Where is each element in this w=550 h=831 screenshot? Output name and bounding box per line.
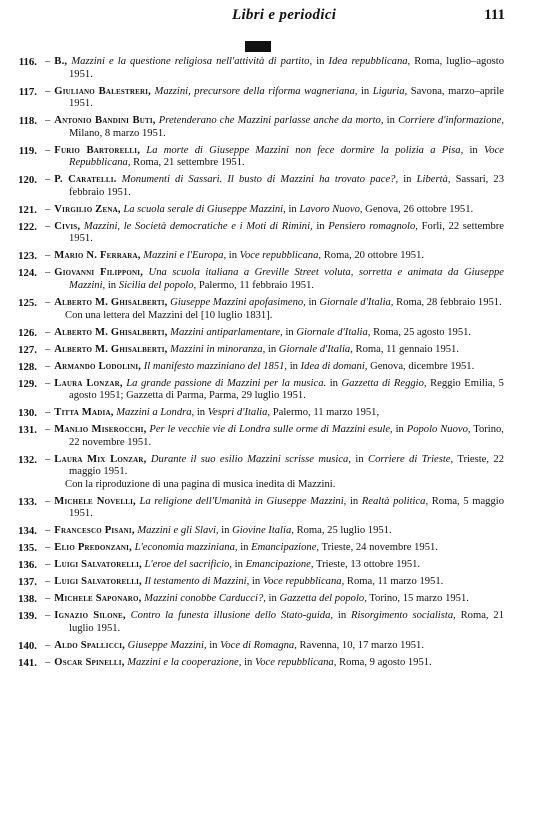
bibliography-entry [0,221,550,246]
entry-dash: – [45,115,51,127]
entry-details: Trieste, 24 novembre 1951. [321,542,438,554]
bibliography-entry [0,145,550,170]
entry-preposition: in [251,576,261,588]
entry-details: Roma, 11 gennaio 1951. [355,343,460,355]
entry-author: Luigi Salvatorelli, [54,576,142,588]
entry-title: Il testamento di Mazzini, [144,576,250,588]
entry-note: Con la riproduzione di una pagina di musica inedita di Mazzini. [65,478,336,490]
entry-number: 139. [18,610,37,623]
entry-preposition: in [268,593,277,605]
entry-preposition: in [329,377,338,389]
entry-dash: – [45,360,51,372]
entry-preposition: in [209,639,218,651]
entry-details: Roma, 5 maggio 1951. [69,495,504,520]
entry-dash: – [45,85,51,97]
page-header [0,7,550,29]
entry-author: Ignazio Silone, [54,610,126,622]
entry-periodical: Giovine Italia, [232,525,294,537]
bibliography-list [0,56,550,674]
entry-title: Mazzini conobbe Carducci?, [144,593,266,605]
entry-preposition: in [308,297,317,309]
entry-author: B., [54,56,68,67]
entry-periodical: Voce repubblicana, [254,656,337,668]
entry-dash: – [45,326,51,338]
bibliography-entry [0,424,550,449]
entry-details: Forlì, 22 settembre 1951. [69,220,504,245]
entry-title: Il manifesto mazziniano del 1851, [143,360,288,372]
entry-dash: – [45,203,51,215]
entry-author: Antonio Bandini Buti, [54,115,156,127]
entry-periodical: Pensiero romagnolo, [328,220,418,232]
entry-number: 126. [18,326,37,339]
entry-periodical: Gazzetta del popolo, [279,593,367,605]
entry-periodical: Idea di domani, [300,360,368,372]
entry-title: Durante il suo esilio Mazzini scrisse musica, [150,453,351,465]
bibliography-entry [0,250,550,263]
entry-dash: – [45,542,51,554]
entry-preposition: in [221,525,230,537]
entry-periodical: Sicilia del popolo, [118,280,197,292]
entry-title: Mazzini e la cooperazione, [127,656,242,668]
entry-number: 131. [18,424,37,437]
entry-dash: – [45,656,51,668]
entry-number: 133. [18,495,37,508]
entry-number: 120. [18,174,37,187]
entry-periodical: Lavoro Nuovo, [299,203,363,215]
entry-title: Una scuola italiana a Greville Street voluta, sorretta e animata da Giuseppe Mazzini, [69,267,504,292]
bibliography-entry [0,454,550,492]
entry-details: Palermo, 11 febbraio 1951. [198,280,315,292]
entry-author: Luigi Salvatorelli, [54,559,142,571]
entry-details: Palermo, 11 marzo 1951, [272,407,380,419]
entry-number: 123. [18,250,37,263]
entry-number: 137. [18,576,37,589]
entry-preposition: in [395,424,404,436]
entry-details: Trieste, 13 ottobre 1951. [316,559,421,571]
entry-title: La religione dell'Umanità in Giuseppe Mazzini, [139,495,347,507]
entry-number: 130. [18,407,37,420]
entry-author: P. Caratelli. [54,174,117,186]
entry-periodical: Idea repubblicana, [328,56,411,67]
entry-periodical: Liguria, [372,85,408,97]
entry-author: Alberto M. Ghisalberti, [54,297,168,309]
entry-dash: – [45,144,51,156]
bibliography-entry [0,204,550,217]
entry-dash: – [45,610,51,622]
entry-dash: – [45,559,51,571]
entry-author: Giuliano Balestreri, [54,85,151,97]
entry-preposition: in [386,115,395,127]
entry-dash: – [45,576,51,588]
bibliography-entry [0,576,550,589]
entry-author: Aldo Spallicci, [54,639,126,651]
entry-preposition: in [360,85,370,97]
entry-periodical: Realtà politica, [361,495,429,507]
bibliography-entry [0,327,550,340]
entry-periodical: Corriere di Trieste, [368,453,454,465]
bibliography-entry [0,542,550,555]
entry-dash: – [45,639,51,651]
entry-periodical: Corriere d'informazione, [398,115,505,127]
entry-author: Virgilio Zena, [54,203,121,215]
entry-dash: – [45,174,51,186]
entry-title: La grande passione di Mazzini per la musica. [126,377,327,389]
entry-preposition: in [107,280,117,292]
entry-dash: – [45,407,51,419]
entry-details: Torino, 22 novembre 1951. [69,424,504,448]
entry-periodical: Vespri d'Italia, [207,407,271,419]
entry-title: Monumenti di Sassari. Il busto di Mazzini ha trovato pace?, [121,174,399,186]
entry-number: 135. [18,542,37,555]
entry-title: L'eroe del sacrificio, [144,559,232,571]
entry-details: Roma, 28 febbraio 1951. [396,297,502,309]
entry-periodical: Popolo Nuovo, [406,424,471,436]
entry-number: 117. [18,85,37,98]
entry-preposition: in [196,407,206,419]
entry-number: 124. [18,267,37,280]
bibliography-entry [0,657,550,670]
entry-dash: – [45,267,51,279]
entry-title: Mazzini, le Società democratiche e i Moti di Rimini, [83,220,313,232]
bibliography-entry [0,361,550,374]
entry-author: Furio Bartorelli, [54,144,141,156]
bibliography-entry [0,496,550,521]
entry-dash: – [45,250,51,262]
bibliography-entry [0,559,550,572]
ink-mark [245,41,271,52]
entry-periodical: Giornale d'Italia, [296,326,371,338]
entry-periodical: Emancipazione, [245,559,314,571]
entry-preposition: in [349,495,359,507]
entry-details: Roma, 25 agosto 1951. [373,326,472,338]
running-title: Libri e periodici [232,7,337,23]
entry-preposition: in [355,453,364,465]
entry-author: Mario N. Ferrara, [54,250,141,262]
entry-title: La scuola serale di Giuseppe Mazzini, [123,203,286,215]
entry-preposition: in [403,174,412,186]
entry-title: L'economia mazziniana, [134,542,238,554]
entry-title: Mazzini, precursore della riforma wagneriana, [154,85,358,97]
entry-author: Civis, [54,220,81,232]
entry-preposition: in [244,656,253,668]
entry-author: Elio Predonzani, [54,542,132,554]
entry-preposition: in [228,250,237,262]
entry-number: 132. [18,453,37,466]
entry-details: Roma, 9 agosto 1951. [339,656,432,668]
entry-title: Per le vecchie vie di Londra sulle orme di Mazzini esule, [149,424,393,436]
entry-author: Michele Saponaro, [54,593,142,605]
entry-periodical: Gazzetta di Reggio, [341,377,427,389]
entry-periodical: Voce di Romagna, [220,639,297,651]
bibliography-entry [0,593,550,606]
entry-dash: – [45,56,51,67]
entry-periodical: Libertà, [416,174,451,186]
entry-title: Mazzini a Londra, [116,407,195,419]
entry-details: Milano, 8 marzo 1951. [69,127,166,139]
entry-author: Laura Mix Lonzar, [54,453,147,465]
entry-preposition: in [288,203,297,215]
entry-dash: – [45,220,51,232]
entry-number: 128. [18,360,37,373]
entry-author: Titta Madia, [54,407,114,419]
entry-preposition: in [316,56,325,67]
entry-author: Giovanni Filipponi, [54,267,144,279]
entry-preposition: in [337,610,347,622]
entry-periodical: Giornale d'Italia, [278,343,353,355]
bibliography-entry [0,407,550,420]
entry-details: Savona, marzo–aprile 1951. [69,85,505,110]
entry-preposition: in [267,343,277,355]
entry-number: 125. [18,297,37,310]
entry-number: 134. [18,525,37,538]
entry-author: Manlio Miserocchi, [54,424,147,436]
entry-details: Roma, 21 luglio 1951. [69,610,504,634]
entry-periodical: Voce Repubblicana, [69,144,504,169]
entry-preposition: in [234,559,243,571]
entry-details: Ravenna, 10, 17 marzo 1951. [299,639,424,651]
entry-title: Mazzini e gli Slavi, [137,525,219,537]
entry-dash: – [45,297,51,309]
entry-details: Torino, 15 marzo 1951. [369,593,469,605]
bibliography-entry [0,174,550,199]
entry-title: Mazzini e l'Europa, [143,250,227,262]
entry-title: Giuseppe Mazzini, [127,639,207,651]
entry-dash: – [45,377,51,389]
entry-author: Michele Novelli, [54,495,136,507]
bibliography-entry [0,115,550,140]
bibliography-entry [0,56,550,81]
entry-number: 119. [18,144,37,157]
entry-details: Roma, 21 settembre 1951. [133,157,245,169]
entry-details: Reggio Emilia, 5 agosto 1951; Gazzetta di Parma, Parma, 29 luglio 1951. [69,377,504,402]
entry-title: Contro la funesta illusione dello Stato-guida, [130,610,334,622]
entry-title: Mazzini in minoranza, [170,343,266,355]
entry-details: Genova, dicembre 1951. [370,360,475,372]
entry-number: 136. [18,559,37,572]
entry-preposition: in [469,144,478,156]
entry-author: Alberto M. Ghisalberti, [54,326,168,338]
entry-preposition: in [240,542,249,554]
bibliography-entry [0,640,550,653]
entry-preposition: in [289,360,298,372]
entry-number: 138. [18,593,37,606]
entry-dash: – [45,495,51,507]
entry-note: Con una lettera del Mazzini del [10 luglio 1831]. [65,309,273,321]
entry-author: Oscar Spinelli, [54,656,125,668]
entry-dash: – [45,593,51,605]
entry-author: Alberto M. Ghisalberti, [54,343,168,355]
entry-periodical: Risorgimento socialista, [350,610,456,622]
entry-title: Pretenderano che Mazzini parlasse anche da morto, [158,115,384,127]
page-number: 111 [484,7,505,23]
entry-number: 127. [18,343,37,356]
entry-preposition: in [316,220,325,232]
entry-title: Mazzini antiparlamentare, [170,326,283,338]
entry-number: 129. [18,377,37,390]
entry-details: Roma, 20 ottobre 1951. [323,250,425,262]
entry-number: 116. [18,56,37,68]
entry-number: 140. [18,639,37,652]
entry-number: 121. [18,203,37,216]
bibliography-entry [0,267,550,292]
entry-periodical: Emancipazione, [251,542,320,554]
entry-author: Francesco Pisani, [54,525,135,537]
entry-details: Roma, 11 marzo 1951. [346,576,444,588]
entry-details: Roma, luglio–agosto 1951. [69,56,504,80]
bibliography-entry [0,378,550,403]
entry-dash: – [45,343,51,355]
entry-number: 141. [18,656,37,669]
entry-number: 122. [18,220,37,233]
bibliography-entry [0,344,550,357]
bibliography-entry [0,297,550,322]
entry-dash: – [45,453,51,465]
entry-details: Trieste, 22 maggio 1951. [69,453,504,478]
entry-title: Mazzini e la questione religiosa nell'attività di partito, [71,56,313,67]
entry-details: Roma, 25 luglio 1951. [296,525,392,537]
entry-details: Sassari, 23 febbraio 1951. [69,174,505,198]
entry-periodical: Voce repubblicana, [262,576,345,588]
entry-title: La morte di Giuseppe Mazzini non fece dormire la polizia a Pisa, [146,144,464,156]
entry-dash: – [45,424,51,436]
entry-details: Genova, 26 ottobre 1951. [365,203,474,215]
entry-number: 118. [18,115,37,128]
entry-preposition: in [285,326,294,338]
bibliography-entry [0,86,550,111]
entry-title: Giuseppe Mazzini apofasimeno, [170,297,306,309]
bibliography-entry [0,610,550,635]
entry-periodical: Voce repubblicana, [239,250,322,262]
entry-author: Armando Lodolini, [54,360,142,372]
entry-periodical: Giornale d'Italia, [319,297,394,309]
entry-author: Laura Lonzar, [54,377,123,389]
entry-dash: – [45,525,51,537]
bibliography-entry [0,525,550,538]
